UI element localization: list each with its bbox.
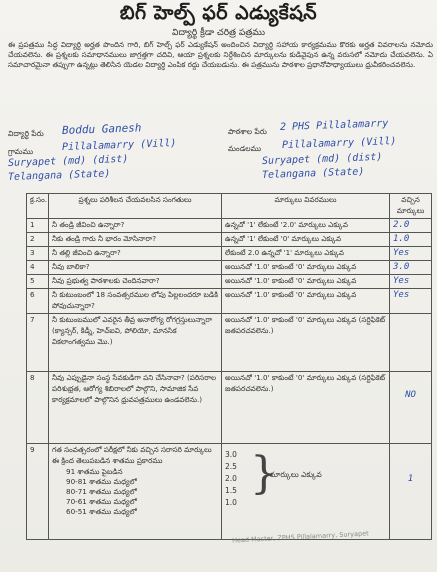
district-value-right: Suryapet (md) (dist) [261,151,383,167]
row-marks: అయినచో '1.0' కాకుంటే '0' మార్కులు ఎక్కువ [222,261,390,275]
row-sno: 9 [27,444,49,540]
row-awarded: Yes [390,247,432,261]
table-row [27,372,432,444]
list-item: 70-61 శాతము మధ్యలో [66,497,137,506]
list-item: 2.0 [225,474,237,483]
row-marks: అయినచో '1.0' కాకుంటే '0' మార్కులు ఎక్కువ [222,275,390,289]
row-sno: 4 [27,261,49,275]
row-awarded: 3.0 [390,261,432,275]
table-row [27,261,432,275]
brace-label: మార్కులు ఎక్కువ [270,470,322,479]
school-name-label: పాఠశాల పేరు [228,127,267,136]
row-question: నీ కుటుంబములో ఎవరైన తీవ్ర అనారోగ్య రోగగ్రస్తులున్నారా (క్యాన్సర్, కిడ్నీ, హెచ్ఐవి, పోలియో, మానసిక వికలాంగత్వము మొ.) [49,314,222,372]
table-row [27,289,432,314]
state-value-right: Telangana (State) [261,166,365,181]
row-question: నీవు ప్రభుత్వ పాఠశాలకు చెందినవారా? [49,275,222,289]
row-awarded: NO [390,372,432,444]
row-sno: 7 [27,314,49,372]
header-awarded: వచ్చిన మార్కులు [390,194,432,219]
list-item: 91 శాతము పైబడిన [66,467,123,476]
row-marks: ఉన్నచో '1' లేకుంటే '2.0' మార్కులు ఎక్కువ [222,219,390,233]
list-item: 3.0 [225,450,237,459]
row-sno: 1 [27,219,49,233]
row-question: నీకు తండ్రి గారు నీ భారం మోసినారా? [49,233,222,247]
row-question: నీ తల్లి జీవించి ఉన్నారా? [49,247,222,261]
mandal-value: Pillalamarry (Vill) [281,136,397,151]
list-item: 1.5 [225,486,237,495]
row-question [49,444,222,540]
student-label: విద్యార్థి పేరు [8,129,44,138]
headmaster-stamp: Head Master, ZPHS Pillalamarry, Suryapet [231,529,369,545]
row-awarded: 1 [390,444,432,540]
village-label: గ్రామము [8,147,34,156]
list-item: 60-51 శాతము మధ్యలో [66,507,137,516]
school-name-value: 2 PHS Pillalamarry [279,118,389,133]
row-awarded: 2.0 [390,219,432,233]
row-sno: 3 [27,247,49,261]
percent-range-list [66,467,218,517]
table-row [27,219,432,233]
row-marks: అయినచో '1.0' కాకుంటే '0' మార్కులు ఎక్కువ (సర్టిఫికెట్ జతపరచవలెను.) [222,314,390,372]
table-row [27,444,432,540]
row-marks: లేకుంటే 2.0 ఉన్నచో '1' మార్కులు ఎక్కువ [222,247,390,261]
row-question: నీ కుటుంబంలో 18 సంవత్సరముల లోపు పిల్లలందరూ బడికి పోవుచున్నారా? [49,289,222,314]
document-subtitle: విద్యార్థి క్రీడా చరిత్ర పత్రము [172,28,265,38]
row-marks: ఉన్నచో '1' లేకుంటే '0' మార్కులు ఎక్కువ [222,233,390,247]
intro-paragraph: ఈ ప్రపత్రము సిద్ధ విద్యార్థి అర్హత పొందిన గారి, బిగ్ హెల్ప్ ఫర్ ఎడ్యుకేషన్ అందించిన విద్యార్థి సహాయ కార్యక్రమము కొరకు అర్హత వివరాలను నమోదు చేయవలెను. ఈ ప్రశ్నలకు సమాధానములు జాగ్రత్తగా చదివి, ఆయా ప్రశ్నలకు నిర్దేశించిన మార్కులను కుడివైపున ఉన్న వరుసలో నమోదు చేయవలెను. ఏ సమాచారమైనా తప్పుగా ఉన్నట్లు తెలిసిన యెడల విద్యార్థి ఎంపిక రద్దు చేయబడును. ఈ పత్రమును పాఠశాల ప్రధానోపాధ్యాయులు ధ్రువీకరించవలెను. [8,40,433,70]
eligibility-table [26,193,432,540]
row-marks [222,444,390,540]
table-row [27,233,432,247]
row-awarded: 1.0 [390,233,432,247]
list-item: 90-81 శాతము మధ్యలో [66,477,137,486]
row-awarded [390,314,432,372]
row-sno: 5 [27,275,49,289]
list-item: 80-71 శాతము మధ్యలో [66,487,137,496]
question-text: గత సంవత్సరంలో పరీక్షలో నీకు వచ్చిన సరాసరి మార్కులు ఈ క్రింద తెలుపబడిన శాతము ప్రకారము [52,445,212,465]
village-value: Pillalamarry (Vill) [61,138,177,153]
row-question: నీవు ఎప్పుడైనా సంస్థ సేవకుడిగా పని చేసినావా? (పరిసరాల పరిశుభ్రత, ఆరోగ్య శిబిరాలలో పాల్గొని, సామాజిక సేవ కార్యక్రమాలలో పాల్గొనిన ధ్రువపత్రములు ఉండవలెను.) [49,372,222,444]
list-item: 2.5 [225,462,237,471]
student-value: Boddu Ganesh [61,121,142,137]
list-item: 1.0 [225,498,237,507]
table-row [27,275,432,289]
row-awarded: Yes [390,275,432,289]
district-value: Suryapet (md) (dist) [7,153,129,169]
table-header-row [27,194,432,219]
table-row [27,247,432,261]
table-row [27,314,432,372]
row-question: నీవు బాలికా? [49,261,222,275]
state-value: Telangana (State) [7,168,111,183]
row-sno: 6 [27,289,49,314]
row-question: నీ తండ్రి జీవించి ఉన్నారా? [49,219,222,233]
header-question: ప్రశ్నలు పరిశీలన చేయవలసిన సంగతులు [49,194,222,219]
row-sno: 2 [27,233,49,247]
brace-icon: } [250,448,278,499]
mandal-label: మండలము [228,144,262,153]
row-awarded: Yes [390,289,432,314]
row-sno: 8 [27,372,49,444]
header-marks: మార్కులు వివరములు [222,194,390,219]
document-title: బిగ్ హెల్ప్ ఫర్ ఎడ్యుకేషన్ [119,2,318,24]
header-sno: క్ర.సం. [27,194,49,219]
row-marks: అయినచో '1.0' కాకుంటే '0' మార్కులు ఎక్కువ [222,289,390,314]
row-marks: అయినచో '1.0' కాకుంటే '0' మార్కులు ఎక్కువ (సర్టిఫికెట్ జతపరచవలెను.) [222,372,390,444]
